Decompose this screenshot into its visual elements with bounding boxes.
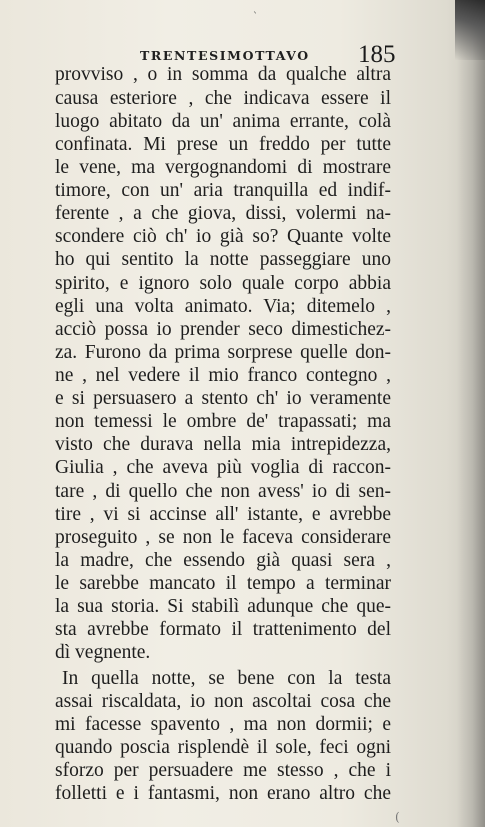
text-line: non temessi le ombre de' trapassati; ma bbox=[55, 411, 391, 432]
text-line: proseguito , se non le faceva considerare bbox=[55, 527, 391, 548]
text-line: le vene, ma vergognandomi di mostrare bbox=[55, 157, 391, 178]
text-line: sforzo per persuadere me stesso , che i bbox=[55, 760, 391, 781]
text-line: mi facesse spavento , ma non dormii; e bbox=[55, 714, 391, 735]
text-line: causa esteriore , che indicava essere il bbox=[55, 88, 391, 109]
ink-mark: ( bbox=[395, 810, 400, 824]
running-title: TRENTESIMOTTAVO bbox=[140, 48, 310, 63]
text-line: confinata. Mi prese un freddo per tutte bbox=[55, 134, 391, 155]
text-line: za. Furono da prima sorprese quelle don- bbox=[55, 342, 391, 363]
text-line: quando poscia risplendè il sole, feci ogni bbox=[55, 737, 391, 758]
text-line: la sua storia. Si stabilì adunque che que- bbox=[55, 596, 391, 617]
page-corner-shadow bbox=[455, 0, 485, 60]
text-line: timore, con un' aria tranquilla ed indif- bbox=[55, 180, 391, 201]
text-line: folletti e i fantasmi, non erano altro che bbox=[55, 783, 391, 804]
text-line: e si persuasero a stento ch' io veramente bbox=[55, 388, 391, 409]
text-line: scondere ciò ch' io già so? Quante volte bbox=[55, 226, 391, 247]
page-number: 185 bbox=[358, 41, 396, 68]
text-line: visto che durava nella mia intrepidezza, bbox=[55, 434, 391, 455]
text-line: tare , di quello che non avess' io di sen- bbox=[55, 481, 391, 502]
text-line: la madre, che essendo già quasi sera , bbox=[55, 550, 391, 571]
text-line: tire , vi si accinse all' istante, e avrebbe bbox=[55, 504, 391, 525]
text-line: spirito, e ignoro solo quale corpo abbia bbox=[55, 273, 391, 294]
text-line: Giulia , che aveva più voglia di raccon- bbox=[55, 457, 391, 478]
text-line: egli una volta animato. Via; ditemelo , bbox=[55, 296, 391, 317]
text-line: assai riscaldata, io non ascoltai cosa che bbox=[55, 691, 391, 712]
text-line: provviso , o in somma da qualche altra bbox=[55, 64, 391, 85]
text-line: luogo abitato da un' anima errante, colà bbox=[55, 111, 391, 132]
page-edge-shadow bbox=[457, 0, 485, 827]
text-line: sta avrebbe formato il trattenimento del bbox=[55, 619, 391, 640]
text-line: ho qui sentito la notte passeggiare uno bbox=[55, 249, 391, 270]
text-line: acciò possa io prender seco dimestichez- bbox=[55, 319, 391, 340]
text-line: In quella notte, se bene con la testa bbox=[62, 668, 391, 689]
text-line: ne , nel vedere il mio franco contegno , bbox=[55, 365, 391, 386]
text-line: le sarebbe mancato il tempo a terminar bbox=[55, 573, 391, 594]
ink-mark: ` bbox=[253, 12, 258, 23]
text-line: dì vegnente. bbox=[55, 642, 151, 663]
text-line: ferente , a che giova, dissi, volermi na- bbox=[55, 203, 391, 224]
